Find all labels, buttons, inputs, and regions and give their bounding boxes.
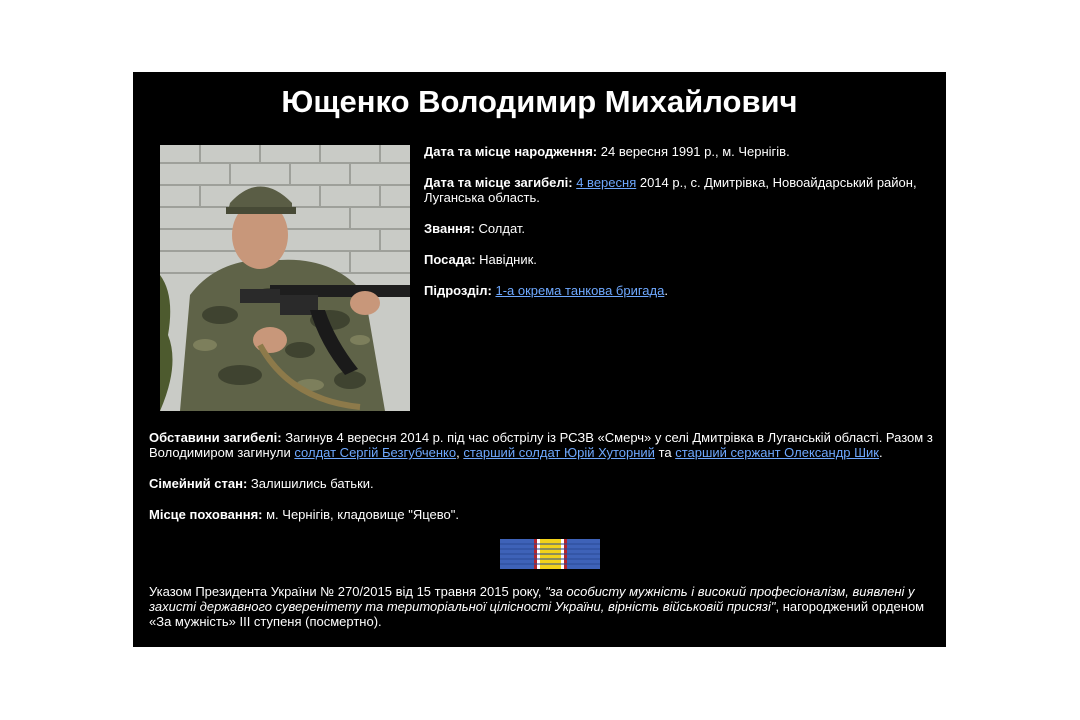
rank-value: Солдат.: [474, 221, 526, 236]
family-row: [149, 476, 939, 491]
unit-row: [424, 283, 929, 298]
death-value: 2014 р., с. Дмитрівка, Новоайдарський район, Луганська область.: [424, 175, 917, 205]
order-for-courage-ribbon-icon: [500, 539, 600, 569]
family-label: Сімейний стан:: [149, 476, 248, 491]
decree-suffix: , нагороджений орденом «За мужність» ІІІ ступеня (посмертно).: [149, 599, 925, 629]
comrade-link-2[interactable]: старший солдат Юрій Хуторний: [463, 445, 655, 460]
birth-label: Дата та місце народження:: [424, 144, 598, 159]
position-row: [424, 252, 929, 267]
rank-row: [424, 221, 929, 236]
position-value: Навідник.: [475, 252, 537, 267]
position-label: Посада:: [424, 252, 476, 267]
separator-2: та: [654, 445, 676, 460]
death-date-link[interactable]: 4 вересня: [576, 175, 637, 190]
left-hand: [253, 327, 287, 353]
rank-label: Звання:: [424, 221, 475, 236]
death-row: [424, 175, 929, 205]
decree-prefix: Указом Президента України № 270/2015 від 15 травня 2015 року,: [149, 584, 546, 599]
decree-quote: "за особисту мужність і високий професіоналізм, виявлені у захисті державного суверенітету та територіальної цілісності України, вірність військовій присязі": [149, 584, 915, 614]
burial-value: м. Чернігів, кладовище "Яцево".: [262, 507, 459, 522]
circumstances-label: Обставини загибелі:: [149, 430, 282, 445]
portrait-image: [160, 145, 410, 411]
unit-label: Підрозділ:: [424, 283, 492, 298]
birth-row: [424, 144, 929, 159]
family-value: Залишились батьки.: [247, 476, 374, 491]
award-decree: [149, 584, 939, 629]
page-title: Ющенко Володимир Михайлович: [281, 84, 798, 119]
death-label: Дата та місце загибелі:: [424, 175, 573, 190]
circumstances-row: [149, 430, 939, 460]
burial-label: Місце поховання:: [149, 507, 263, 522]
burial-row: [149, 507, 939, 522]
soldier-portrait-photo: [160, 145, 410, 411]
circumstances-end: .: [879, 445, 883, 460]
cap-brim: [226, 207, 296, 214]
circumstances-text: Загинув 4 вересня 2014 р. під час обстрілу із РСЗВ «Смерч» у селі Дмитрівка в Луганській області. Разом з Володимиром загинули: [149, 430, 933, 460]
unit-link[interactable]: 1-а окрема танкова бригада: [495, 283, 665, 298]
ribbon-svg: [500, 539, 600, 569]
separator-1: ,: [456, 445, 464, 460]
memorial-panel: [133, 72, 946, 647]
details-section: [149, 430, 939, 538]
comrade-link-3[interactable]: старший сержант Олександр Шик: [675, 445, 879, 460]
unit-after: .: [664, 283, 668, 298]
service-info: [424, 144, 929, 314]
right-hand: [350, 291, 380, 315]
birth-value: 24 вересня 1991 р., м. Чернігів.: [597, 144, 790, 159]
comrade-link-1[interactable]: солдат Сергій Безгубченко: [294, 445, 457, 460]
